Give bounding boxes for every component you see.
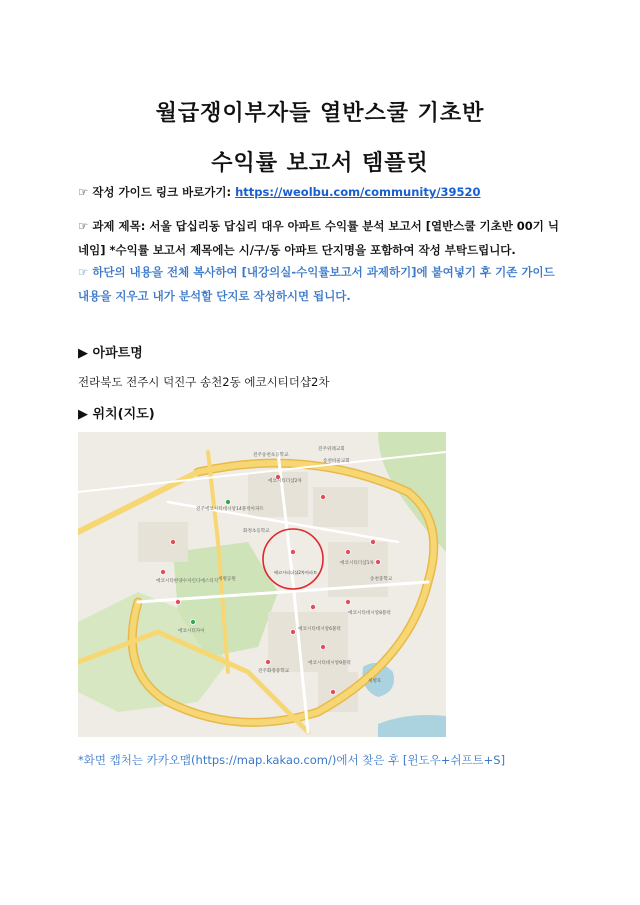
document-subtitle: 수익률 보고서 템플릿 xyxy=(211,151,429,176)
map-label-school-top: 전주송천초등학교 xyxy=(253,453,289,458)
map-label-apt-h: 에코시티데시앙9블럭 xyxy=(308,661,351,666)
map-label-school-mid: 화정초등학교 xyxy=(243,529,270,534)
map-label-apt-a: 전주에코시티데시앙14블럭아파트 xyxy=(196,507,264,512)
map-label-apt-f: 에코시티데시앙6블럭 xyxy=(298,627,341,632)
map-label-target: 에코시티더샵2차아파트 xyxy=(274,570,318,575)
map-label-apt-d: 에코시티자이 xyxy=(178,629,205,634)
map-caption: *화면 캡처는 카카오맵(https://map.kakao.com/)에서 찾은 후 [윈도우+쉬프트+S] xyxy=(78,753,506,767)
location-map xyxy=(78,432,446,737)
assignment-text: ☞ 과제 제목: 서울 답십리동 답십리 대우 아파트 수익률 분석 보고서 [열반스쿨 기초반 00기 닉네임] *수익률 보고서 제목에는 시/구/동 아파트 단지명을 포함하여 작성 부탁드립니다. xyxy=(78,219,560,257)
map-label-apt-c: 에코시티한양수자인디에스티지 xyxy=(156,579,219,584)
map-label-apt-b: 에코시티더샵2차 xyxy=(268,479,302,484)
document-title: 월급쟁이부자들 열반스쿨 기초반 xyxy=(155,101,485,126)
section-location: ▶ 위치(지도) xyxy=(78,407,155,422)
map-pin-icon xyxy=(320,494,325,499)
map-pin-icon xyxy=(175,599,180,604)
instruction-text: ☞ 하단의 내용을 전체 복사하여 [내강의실-수익률보고서 과제하기]에 붙여넣기 후 기존 가이드 내용을 지우고 내가 분석할 단지로 작성하시면 됩니다. xyxy=(78,265,555,303)
map-pin-icon xyxy=(370,539,375,544)
map-label-church: 전주위례교회 xyxy=(318,447,345,452)
guide-prefix: ☞ 작성 가이드 링크 바로가기: xyxy=(78,185,236,199)
map-pin-icon xyxy=(170,539,175,544)
map-pin-icon xyxy=(345,599,350,604)
section-apartment-name: ▶ 아파트명 xyxy=(78,346,143,361)
map-pin-icon xyxy=(160,569,165,574)
map-label-church2: 송천바울교회 xyxy=(323,459,350,464)
guide-link[interactable]: https://weolbu.com/community/39520 xyxy=(235,185,481,199)
map-pin-icon xyxy=(320,644,325,649)
map-label-school-right: 송천중학교 xyxy=(370,577,393,582)
map-pin-icon xyxy=(330,689,335,694)
apartment-name: 전라북도 전주시 덕진구 송천2동 에코시티더샵2차 xyxy=(78,375,330,389)
map-pin-icon xyxy=(225,499,230,504)
map-label-apt-g: 에코시티데시앙8블럭 xyxy=(348,611,391,616)
map-graphic xyxy=(78,432,446,737)
map-pin-icon xyxy=(265,659,270,664)
map-pin-icon xyxy=(345,549,350,554)
map-label-school-bottom: 전주화정중학교 xyxy=(258,669,290,674)
map-label-apt-e: 에코시티더샵1차 xyxy=(340,561,374,566)
map-pin-icon xyxy=(290,629,295,634)
map-label-park: 세병공원 xyxy=(218,577,236,582)
map-pin-icon xyxy=(290,549,295,554)
map-pin-icon xyxy=(375,559,380,564)
map-pin-icon xyxy=(310,604,315,609)
map-pin-icon xyxy=(190,619,195,624)
guide-line xyxy=(78,180,564,204)
map-label-lake: 세병호 xyxy=(368,679,382,684)
